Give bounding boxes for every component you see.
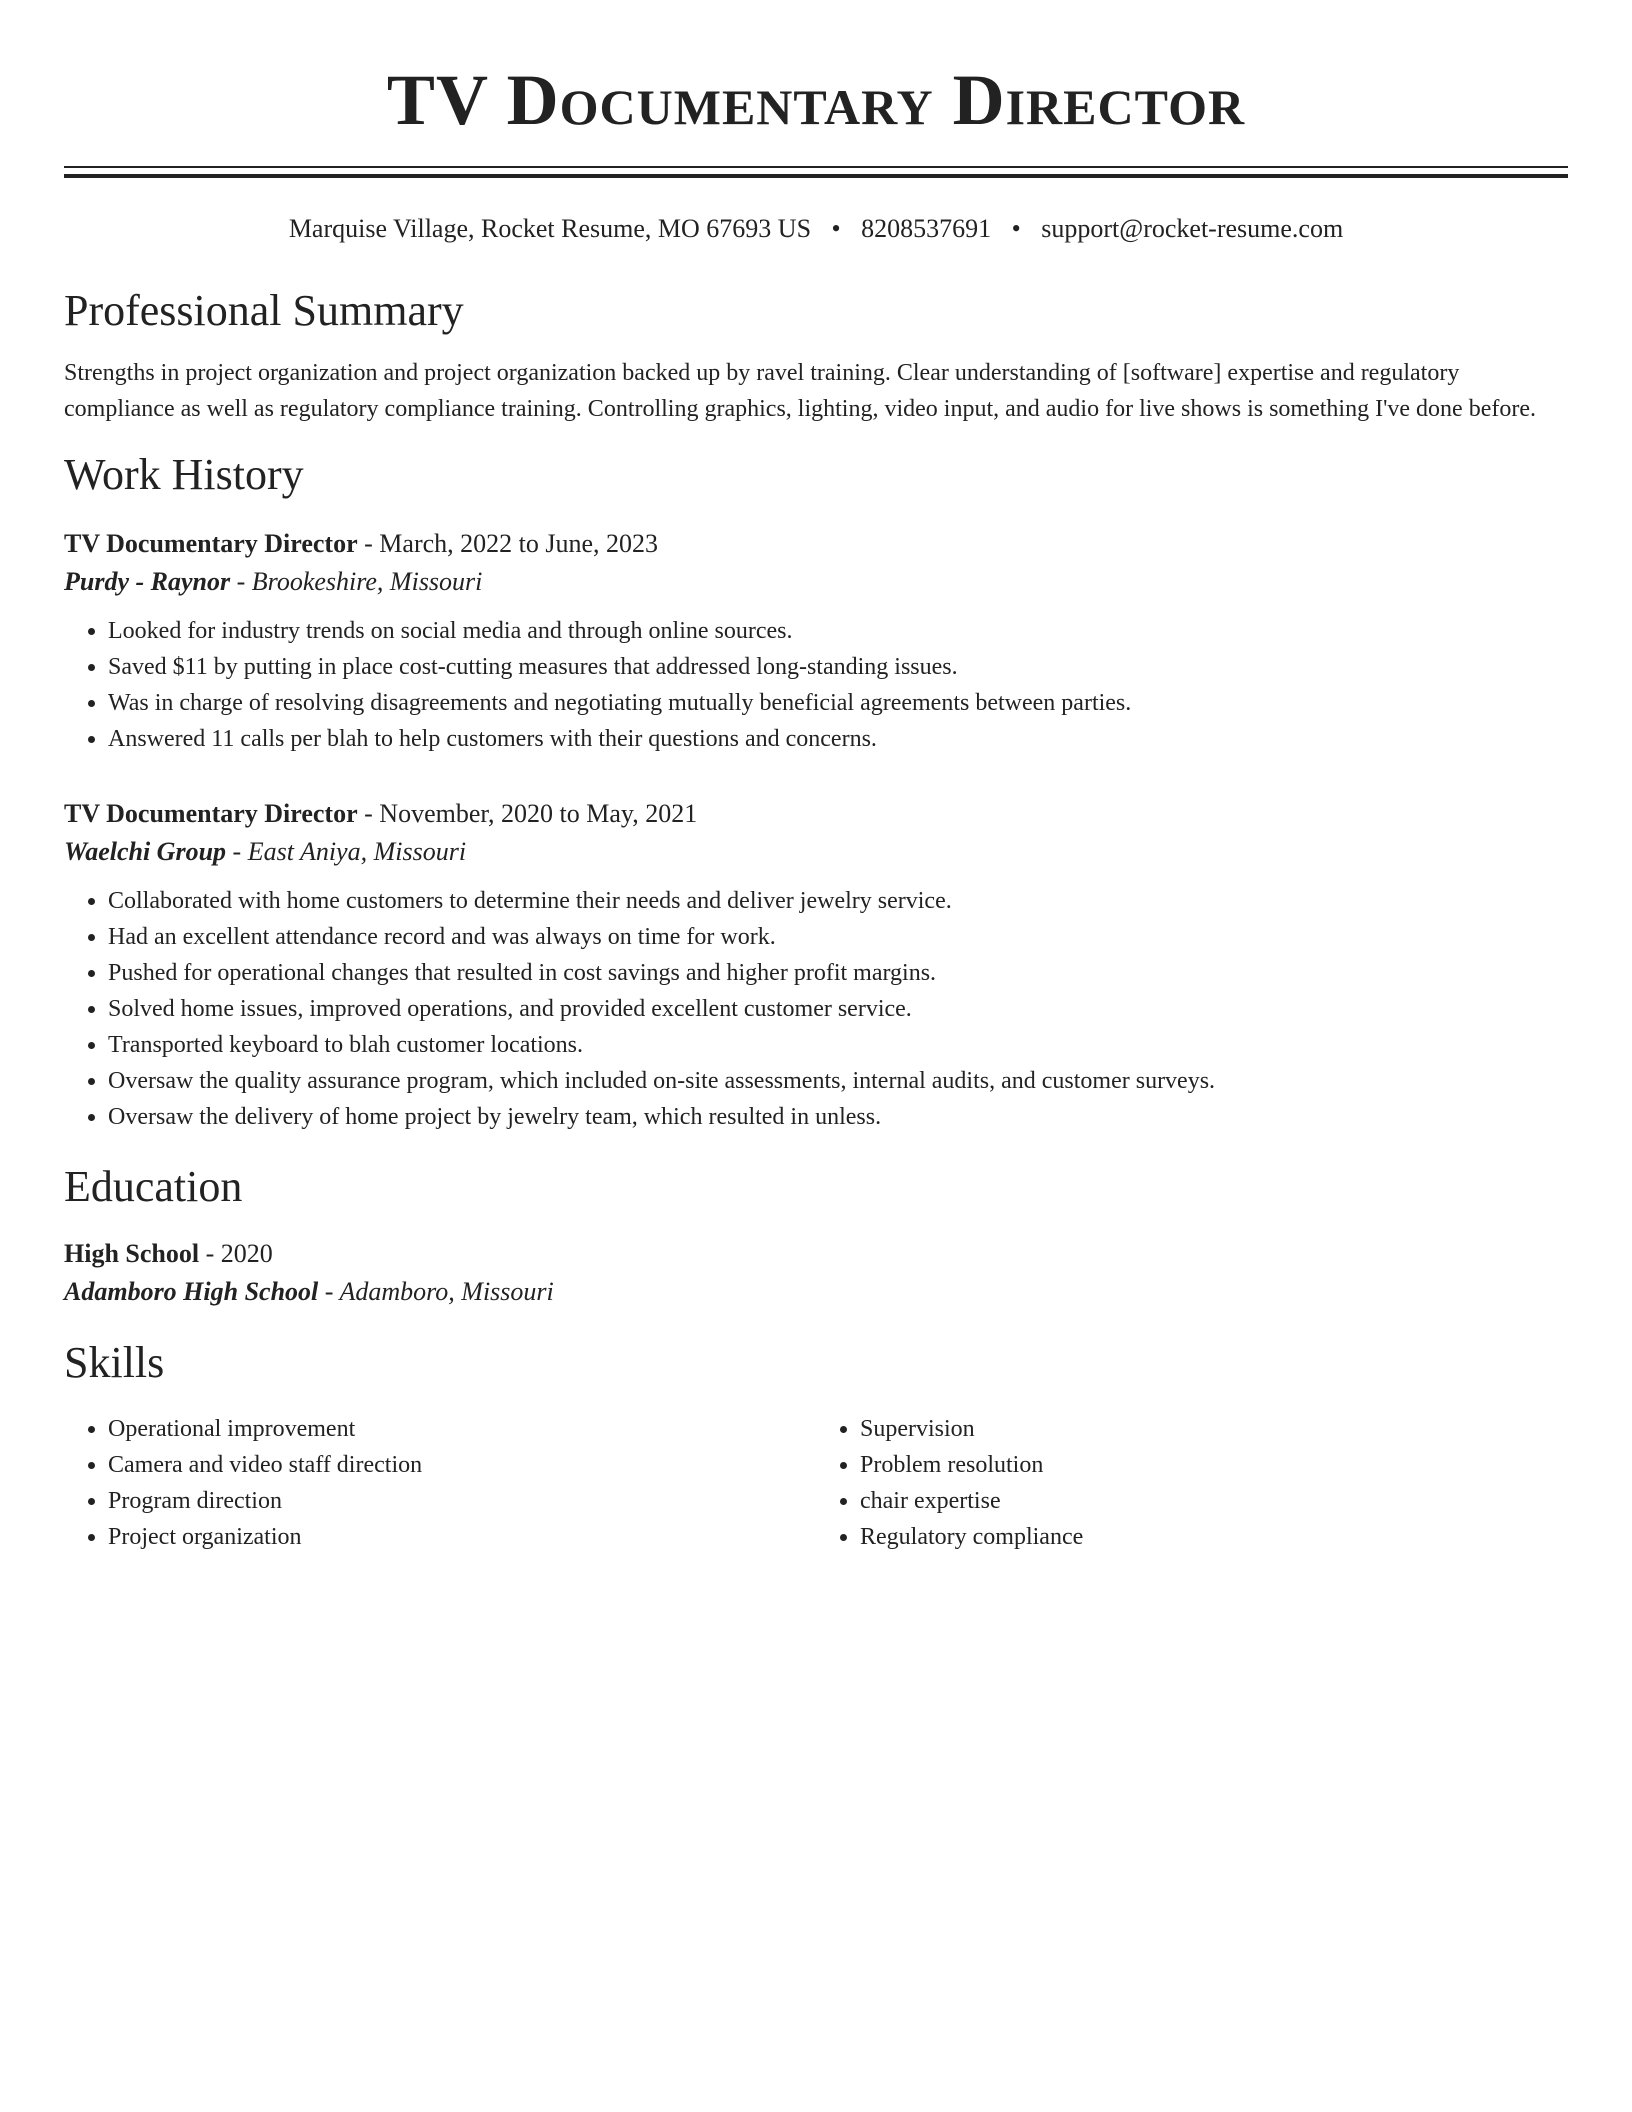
education-location: - Adamboro, Missouri [318,1277,554,1306]
job-entry [64,795,1568,1135]
resume-name: TV Documentary Director [386,60,1246,140]
work-history-heading: Work History [64,450,304,499]
job-duty: • Oversaw the delivery of home project by jewelry team, which resulted in unless. [108,1099,1568,1135]
education-year: - 2020 [199,1239,273,1268]
skill-item: • Supervision [860,1411,1568,1447]
skill-item: • Operational improvement [108,1411,816,1447]
job-duty: • Looked for industry trends on social media and through online sources. [108,613,1568,649]
job-duty: • Collaborated with home customers to determine their needs and deliver jewelry service. [108,883,1568,919]
job-company: Waelchi Group [64,837,227,866]
job-employer [64,563,1568,601]
job-role: TV Documentary Director [64,529,358,558]
contact-phone: 8208537691 [861,214,992,243]
job-header [64,795,1568,833]
skill-item: • Project organization [108,1519,816,1555]
education-degree: High School [64,1239,200,1268]
skill-item: • chair expertise [860,1483,1568,1519]
contact-separator: • [831,214,841,243]
education-institution [64,1273,1568,1311]
skills-list-right [816,1411,1568,1555]
skills-columns [64,1411,1568,1555]
job-duty: • Solved home issues, improved operations, and provided excellent customer service. [108,991,1568,1027]
education-heading: Education [64,1162,243,1211]
contact-line [64,213,1568,245]
job-duty: • Saved $11 by putting in place cost-cutting measures that addressed long-standing issues. [108,649,1568,685]
header-rule-thick [64,174,1568,178]
job-location: - Brookeshire, Missouri [230,567,483,596]
job-location: - East Aniya, Missouri [226,837,467,866]
skill-item: • Camera and video staff direction [108,1447,816,1483]
job-header [64,525,1568,563]
skills-list-left [64,1411,816,1555]
contact-address: Marquise Village, Rocket Resume, MO 67693 US [288,214,812,243]
skills-heading: Skills [64,1338,165,1387]
job-duties-list [64,883,1568,1135]
job-duty: • Had an excellent attendance record and was always on time for work. [108,919,1568,955]
contact-email: support@rocket-resume.com [1041,214,1344,243]
education-header [64,1235,1568,1273]
job-employer [64,833,1568,871]
job-duty: • Transported keyboard to blah customer locations. [108,1027,1568,1063]
summary-heading: Professional Summary [64,286,464,335]
job-duty: • Pushed for operational changes that resulted in cost savings and higher profit margins. [108,955,1568,991]
job-company: Purdy - Raynor [64,567,231,596]
job-duties-list [64,613,1568,757]
job-duty: • Answered 11 calls per blah to help customers with their questions and concerns. [108,721,1568,757]
summary-text: Strengths in project organization and project organization backed up by ravel training. Clear understanding of [software] expertise and regulatory compliance as well as regulatory compliance training. Controlling graphics, lighting, video input, and audio for live shows is something I've done before. [64,360,1536,422]
header-rule-thin [64,166,1568,168]
job-duty: • Oversaw the quality assurance program, which included on-site assessments, internal audits, and customer surveys. [108,1063,1568,1099]
contact-separator: • [1011,214,1021,243]
job-dates: - November, 2020 to May, 2021 [357,799,698,828]
skill-item: • Problem resolution [860,1447,1568,1483]
job-dates: - March, 2022 to June, 2023 [357,529,659,558]
job-duty: • Was in charge of resolving disagreements and negotiating mutually beneficial agreements between parties. [108,685,1568,721]
skill-item: • Program direction [108,1483,816,1519]
skill-item: • Regulatory compliance [860,1519,1568,1555]
education-entry [64,1235,1568,1311]
education-school: Adamboro High School [64,1277,319,1306]
job-role: TV Documentary Director [64,799,358,828]
job-entry [64,525,1568,757]
